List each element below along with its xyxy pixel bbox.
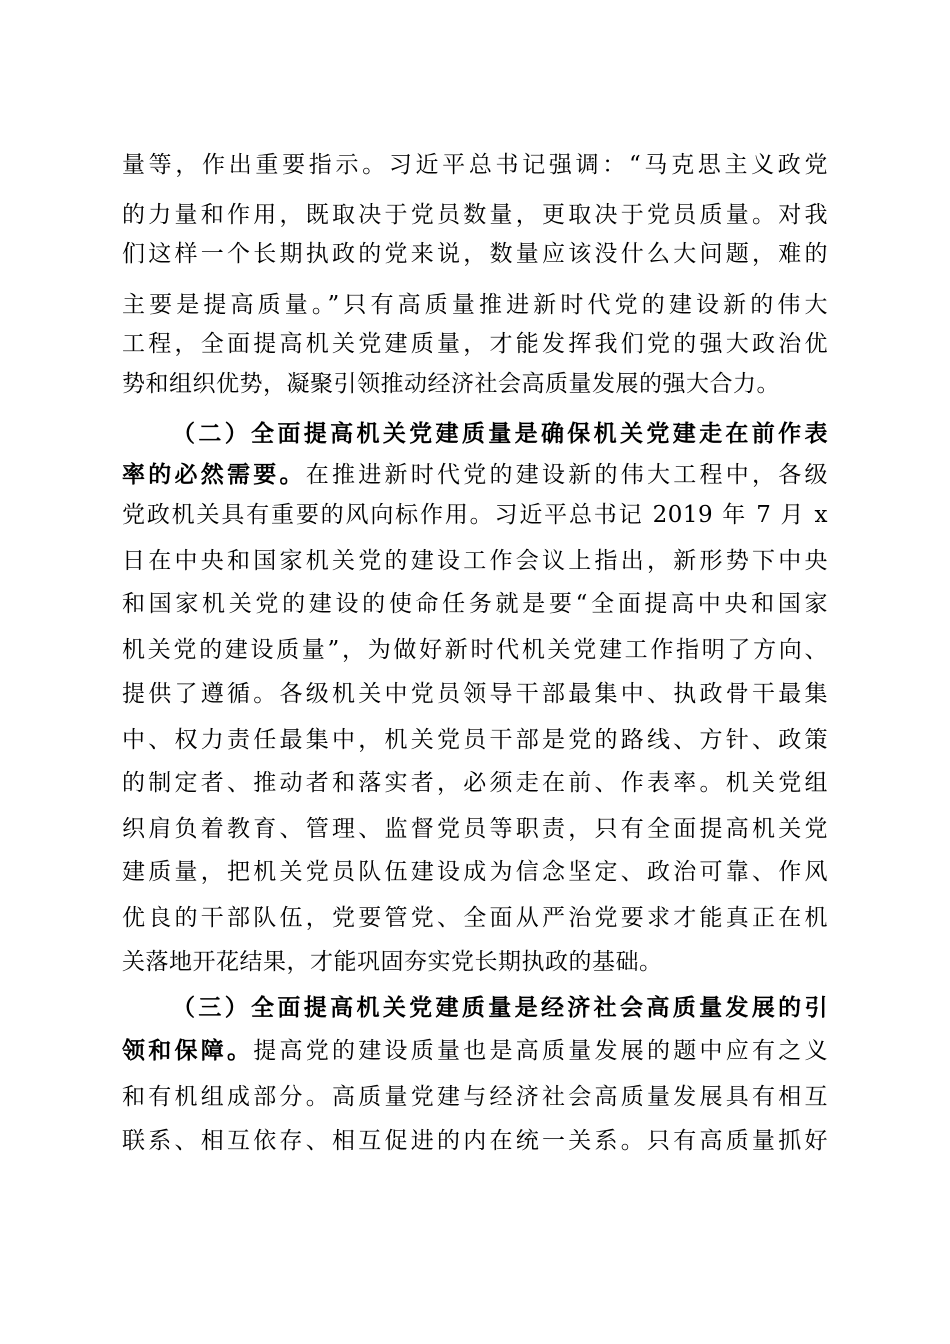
body-text-line: 工程，全面提高机关党建质量，才能发挥我们党的强大政治优 [122, 331, 828, 357]
section-heading-3 [172, 988, 828, 1028]
body-text-line: 的制定者、推动者和落实者，必须走在前、作表率。机关党组 [122, 770, 828, 796]
section-heading-text: 率的必然需要。 [122, 461, 306, 488]
body-text-line: 主要是提高质量。”只有高质量推进新时代党的建设新的伟大 [122, 292, 828, 318]
body-text-line: 日在中央和国家机关党的建设工作会议上指出，新形势下中央 [122, 548, 828, 574]
section-heading-text: 领和保障。 [122, 1037, 254, 1064]
body-text-line: 势和组织优势，凝聚引领推动经济社会高质量发展的强大合力。 [122, 371, 780, 397]
body-text-line: 和有机组成部分。高质量党建与经济社会高质量发展具有相互 [122, 1084, 828, 1110]
body-text-line: 中、权力责任最集中，机关党员干部是党的路线、方针、政策 [122, 727, 828, 753]
body-text: 提高党的建设质量也是高质量发展的题中应有之义 [253, 1038, 828, 1064]
section-heading-2 [172, 414, 828, 454]
body-text-line: 机关党的建设质量”，为做好新时代机关党建工作指明了方向、 [122, 637, 828, 663]
body-text-line: 织肩负着教育、管理、监督党员等职责，只有全面提高机关党 [122, 816, 828, 842]
body-text-line: 建质量，把机关党员队伍建设成为信念坚定、政治可靠、作风 [122, 859, 828, 885]
body-text-line [122, 455, 828, 495]
body-text-line: 和国家机关党的建设的使命任务就是要“全面提高中央和国家 [122, 591, 828, 617]
body-text-line: 量等，作出重要指示。习近平总书记强调：“马克思主义政党 [122, 152, 828, 178]
body-text-line: 关落地开花结果，才能巩固夯实党长期执政的基础。 [122, 949, 663, 975]
body-text: 在推进新时代党的建设新的伟大工程中，各级 [305, 462, 828, 488]
body-text-line: 优良的干部队伍，党要管党、全面从严治党要求才能真正在机 [122, 905, 828, 931]
body-text-line [122, 1031, 828, 1071]
body-text-line: 们这样一个长期执政的党来说，数量应该没什么大问题，难的 [122, 241, 828, 267]
section-heading-text: （三）全面提高机关党建质量是经济社会高质量发展的引 [172, 994, 828, 1021]
body-text-line: 的力量和作用，既取决于党员数量，更取决于党员质量。对我 [122, 202, 828, 228]
body-text-line: 党政机关具有重要的风向标作用。习近平总书记 2019 年 7 月 x [122, 502, 828, 528]
body-text-line: 提供了遵循。各级机关中党员领导干部最集中、执政骨干最集 [122, 681, 828, 707]
body-text-line: 联系、相互依存、相互促进的内在统一关系。只有高质量抓好 [122, 1128, 828, 1154]
section-heading-text: （二）全面提高机关党建质量是确保机关党建走在前作表 [172, 420, 828, 447]
